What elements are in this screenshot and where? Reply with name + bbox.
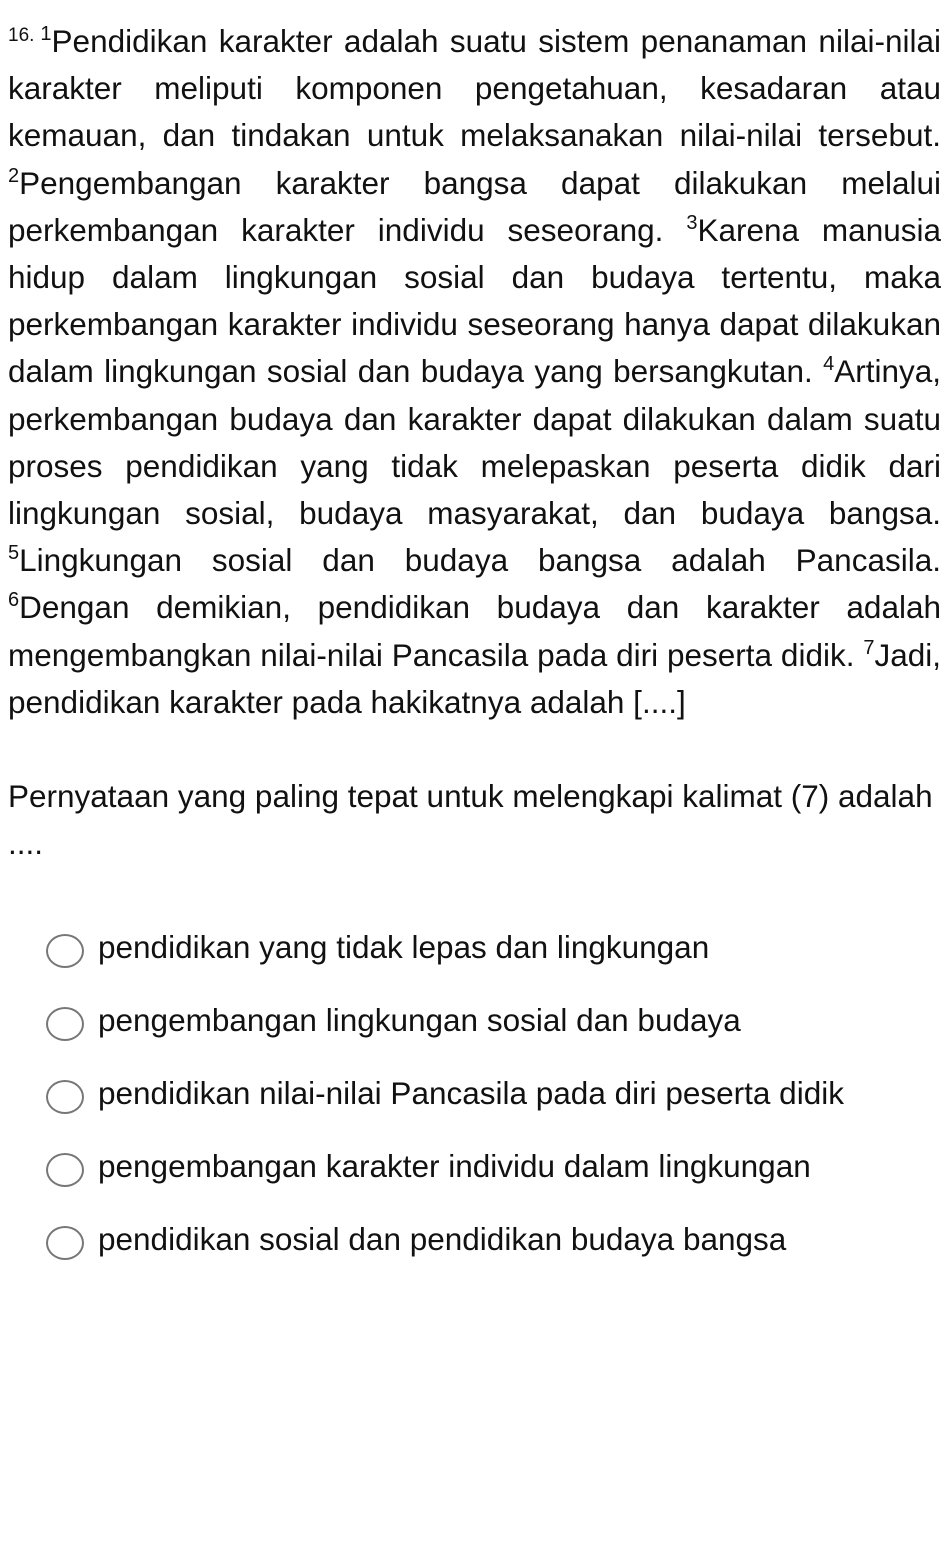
sentence-text: Artinya, perkembangan budaya dan karakter dapat dilakukan dalam suatu proses pendidikan yang tidak melepaskan peserta didik dari lingkungan sosial, budaya masyarakat, dan budaya bangsa. bbox=[8, 353, 941, 532]
radio-circle-icon[interactable] bbox=[46, 1226, 84, 1260]
sentence-text: Dengan demikian, pendidikan budaya dan karakter adalah mengembangkan nilai-nilai Pancasila pada diri peserta didik. bbox=[8, 589, 941, 673]
sentence-number: 4 bbox=[823, 353, 835, 376]
answer-option-d[interactable] bbox=[8, 1141, 941, 1191]
sentence-number: 5 bbox=[8, 542, 20, 565]
question-prompt: Pernyataan yang paling tepat untuk melengkapi kalimat (7) adalah .... bbox=[8, 778, 933, 862]
sentence-number: 6 bbox=[8, 589, 20, 612]
answer-option-label: pendidikan sosial dan pendidikan budaya bangsa bbox=[98, 1221, 787, 1258]
answer-option-e[interactable] bbox=[8, 1214, 941, 1264]
answer-options bbox=[8, 922, 941, 1264]
sentence-text: Jadi, pendidikan karakter pada hakikatnya adalah [....] bbox=[8, 636, 941, 720]
answer-option-label: pengembangan lingkungan sosial dan budaya bbox=[98, 1002, 741, 1039]
sentence-number: 7 bbox=[863, 636, 875, 659]
answer-option-a[interactable] bbox=[8, 922, 941, 972]
sentence-number: 2 bbox=[8, 164, 20, 187]
radio-circle-icon[interactable] bbox=[46, 1007, 84, 1041]
answer-option-b[interactable] bbox=[8, 995, 941, 1045]
radio-circle-icon[interactable] bbox=[46, 1153, 84, 1187]
answer-option-c[interactable] bbox=[8, 1068, 941, 1118]
answer-option-label: pengembangan karakter individu dalam lingkungan bbox=[98, 1148, 811, 1185]
radio-circle-icon[interactable] bbox=[46, 934, 84, 968]
sentence-text: Pengembangan karakter bangsa dapat dilakukan melalui perkembangan karakter individu seseorang. bbox=[8, 164, 941, 248]
answer-option-label: pendidikan yang tidak lepas dan lingkungan bbox=[98, 929, 710, 966]
answer-option-label: pendidikan nilai-nilai Pancasila pada diri peserta didik bbox=[98, 1075, 844, 1112]
sentence-number: 3 bbox=[686, 211, 698, 234]
sentence-number: 1 bbox=[40, 23, 52, 45]
sentence-text: Pendidikan karakter adalah suatu sistem penanaman nilai-nilai karakter meliputi komponen pengetahuan, kesadaran atau kemauan, dan tindakan untuk melaksanakan nilai-nilai tersebut. bbox=[8, 23, 941, 154]
question-number: 16. bbox=[8, 25, 35, 46]
sentence-text: Karena manusia hidup dalam lingkungan sosial dan budaya tertentu, maka perkembangan karakter individu seseorang hanya dapat dilakukan dalam lingkungan sosial dan budaya yang bersangkutan. bbox=[8, 211, 941, 390]
sentence-text: Lingkungan sosial dan budaya bangsa adalah Pancasila. bbox=[19, 542, 941, 579]
radio-circle-icon[interactable] bbox=[46, 1080, 84, 1114]
passage bbox=[8, 12, 941, 726]
